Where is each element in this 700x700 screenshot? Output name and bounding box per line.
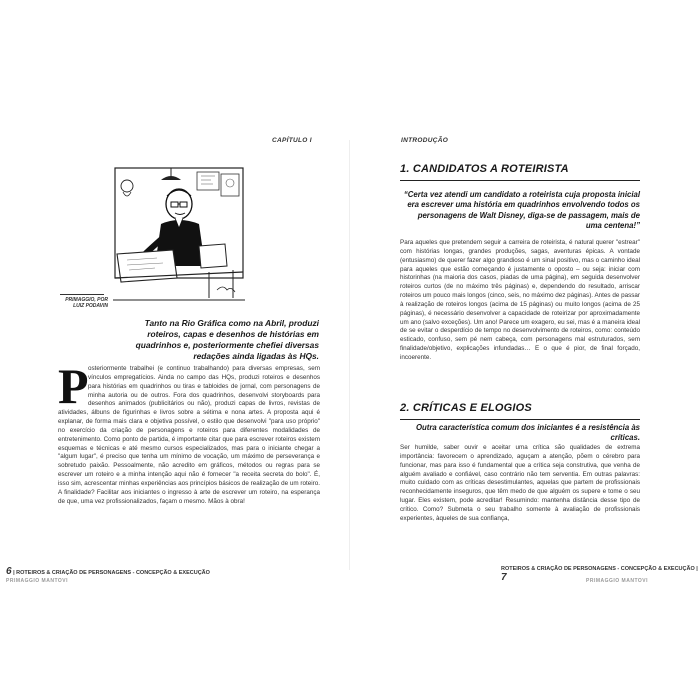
left-footer-title: ROTEIROS & CRIAÇÃO DE PERSONAGENS - CONCEPÇÃO & EXECUÇÃO bbox=[16, 570, 210, 576]
drop-cap: P bbox=[58, 358, 89, 414]
left-body-paragraph: osteriormente trabalhei (e continuo trabalhando) para diversas empresas, sem vínculos empregatícios. Ainda no campo das HQs, produzi roteiros e desenhos para histórias em quadrinhos ou tiras e tabloides de jornal, com personagens de minha autoria ou de outros. Fora dos quadrinhos, desenvolvi storyboards para desenhos animados (publicitários ou não), produzi capas de livros, revistas de atividades, álbuns de figurinhas e livros sobre a sétima e nona artes. A proposta aqui é explanar, de forma mais clara e objetiva possível, o estilo que desenvolvi "para uso próprio" no exercício da criação de personagens e roteiros para diferentes modalidades de entretenimento. Como ponto de partida, é importante citar que para escrever roteiros existem esquemas e técnicas e até mesmo cursos especializados, mas para o iniciante chegar a "algum lugar", é preciso que tenha um mínimo de vocação, um máximo de perseverança e sobretudo paixão. Pessoalmente, não acredito em gráficos, métodos ou regras para se escrever um roteiro e a minha intenção aqui não é fornecer "a receita secreta do bolo". É, isso sim, acrescentar minhas experiências aos princípios básicos de realização de um roteiro. A finalidade? Facilitar aos iniciantes o ingresso à arte de escrever um roteiro, na esperança de que, uma vez profissionalizados, façam o mesmo. Mãos à obra! bbox=[58, 365, 320, 505]
right-footer-author: PRIMAGGIO MANTOVI bbox=[586, 578, 649, 584]
chapter-label: CAPÍTULO I bbox=[272, 137, 312, 144]
right-footer: ROTEIROS & CRIAÇÃO DE PERSONAGENS - CONCEPÇÃO & EXECUÇÃO | 7 PRIMAGGIO MANTOVI bbox=[501, 566, 698, 584]
right-footer-title: ROTEIROS & CRIAÇÃO DE PERSONAGENS - CONCEPÇÃO & EXECUÇÃO bbox=[501, 566, 695, 572]
left-page-number: 6 bbox=[6, 566, 12, 577]
quote-2: Outra característica comum dos iniciantes é a resistência às críticas. bbox=[415, 423, 640, 443]
left-footer: 6 | ROTEIROS & CRIAÇÃO DE PERSONAGENS - CONCEPÇÃO & EXECUÇÃO PRIMAGGIO MANTOVI bbox=[6, 566, 210, 584]
left-body-text bbox=[58, 358, 320, 507]
illustration-caption: PRIMAGGIO, POR LUIZ PODAVIN bbox=[65, 297, 108, 309]
left-footer-author: PRIMAGGIO MANTOVI bbox=[6, 578, 69, 584]
section-2-title: 2. CRÍTICAS E ELOGIOS bbox=[400, 402, 532, 414]
section-label: INTRODUÇÃO bbox=[401, 137, 449, 144]
right-running-head bbox=[401, 137, 448, 144]
section-1-rule bbox=[400, 180, 640, 181]
caption-rule bbox=[60, 294, 104, 295]
section-1-body: Para aqueles que pretendem seguir a carreira de roteirista, é natural querer "estrear" com histórias longas, grandes produções, sagas, aventuras épicas. A vontade (entusiasmo) de querer fazer algo grandioso é um sinal positivo, mas o caminho ideal para aqueles que estão começando é justamente o oposto – ou seja: iniciar com historinhas (na maioria dos casos, piadas de uma página), em seguida desenvolver roteiros curtos (de no máximo três páginas) e, dependendo do resultado, arriscar roteiros um pouco mais longos (cinco, seis, no máximo dez páginas). Antes de passar à realização de roteiros longos (acima de 15 páginas) ou muito longos (acima de 25 páginas), é necessário desenvolver a capacidade de roteirizar por aproximadamente um ano (salvo exceções). Um ano! Parece um exagero, eu sei, mas é a maneira ideal de se evitar o desperdício de tempo no desenvolvimento de roteiros, como: conteúdo esticado, confuso, sem pé nem cabeça, com personagens mal estruturados, sem finalidade/objetivo, explicações infundadas… E o que é pior, de final forçado, incoerente. bbox=[400, 239, 640, 361]
section-1-title: 1. CANDIDATOS A ROTEIRISTA bbox=[400, 163, 569, 175]
gutter bbox=[349, 140, 350, 570]
left-intro-lead: Tanto na Rio Gráfica como na Abril, produzi roteiros, capas e desenhos de histórias em quadrinhos e, posteriormente chefiei diversas redações ainda ligadas às HQs. bbox=[135, 318, 319, 361]
section-2-rule bbox=[400, 419, 640, 420]
section-2-heading bbox=[400, 402, 532, 414]
section-1-heading bbox=[400, 163, 569, 175]
left-running-head bbox=[272, 137, 312, 144]
quote-1: “Certa vez atendi um candidato a roteirista cuja proposta inicial era escrever uma história em quadrinhos envolvendo todos os personagens de Walt Disney, diga-se de passagem, mais de uma centena!” bbox=[403, 190, 640, 231]
cartoon-illustration bbox=[113, 166, 245, 301]
right-page-number: 7 bbox=[501, 572, 507, 583]
section-2-body: Ser humilde, saber ouvir e aceitar uma crítica são qualidades de extrema importância: favorecem o aprendizado, aguçam a atenção, põem o cérebro para funcionar, mas para isso é fundamental que a crítica seja construtiva, que venha de alguém avaliado e confiável, caso contrário não tem serventia. Em outras palavras: muito cuidado com as críticas desestimulantes, aquelas que partem de profissionais reconhecidamente inseguros, que têm medo de que alguém os supere e tome o seu lugar. Eles existem, pode acreditar! Resumindo: mantenha distância desse tipo de crítico. Como? Submeta o seu trabalho somente à avaliação de profissionais experientes, àqueles de sua confiança, bbox=[400, 444, 640, 522]
